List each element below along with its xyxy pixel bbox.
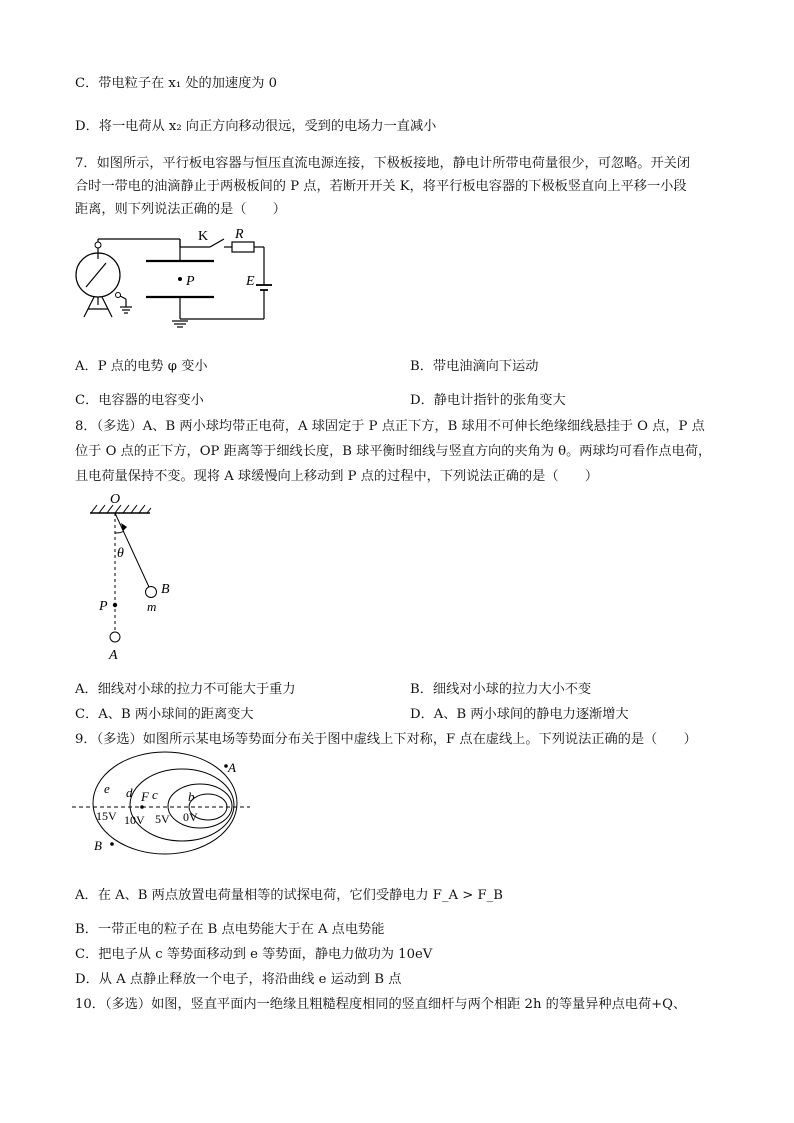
q8-label-p: P: [99, 599, 108, 614]
q8-option-a: A．细线对小球的拉力不可能大于重力: [75, 682, 296, 697]
q10-stem: 10．（多选）如图，竖直平面内一绝缘且粗糙程度相同的竖直细杆与两个相距 2h 的等量异种点电荷+Q、: [75, 997, 687, 1012]
q8-label-theta: θ: [117, 546, 124, 561]
q9-label-c: c: [152, 787, 158, 802]
q9-option-b: B．一带正电的粒子在 B 点电势能大于在 A 点电势能: [75, 922, 385, 937]
q8-option-b: B．细线对小球的拉力大小不变: [410, 682, 592, 697]
q8-label-b: B: [161, 582, 170, 597]
q7-option-d: D．静电计指针的张角变大: [410, 393, 566, 408]
q9-option-d: D．从 A 点静止释放一个电子，将沿曲线 e 运动到 B 点: [75, 972, 402, 987]
q9-label-5v: 5V: [155, 812, 170, 826]
q7-option-c: C．电容器的电容变小: [75, 393, 204, 408]
q9-label-b-point: B: [94, 838, 102, 853]
q7-label-p: P: [186, 274, 195, 289]
q9-equipotential-figure: [70, 748, 260, 858]
q7-stem-line1: 7．如图所示，平行板电容器与恒压直流电源连接，下极板接地，静电计所带电荷量很少，可忽略。开关闭: [75, 156, 691, 171]
q8-stem-line3: 且电荷量保持不变。现将 A 球缓慢向上移动到 P 点的过程中，下列说法正确的是（ ）: [75, 469, 599, 484]
q9-option-a: A．在 A、B 两点放置电荷量相等的试探电荷，它们受静电力 F_A > F_B: [75, 888, 503, 903]
electrometer: [76, 253, 120, 297]
q8-option-d: D．A、B 两小球间的静电力逐渐增大: [410, 707, 629, 722]
q7-capacitor-circuit-figure: [70, 225, 280, 335]
q8-label-a: A: [109, 648, 118, 663]
equipotential-c: [168, 784, 232, 828]
q8-label-m: m: [147, 599, 157, 614]
q9-option-c: C．把电子从 c 等势面移动到 e 等势面，静电力做功为 10eV: [75, 947, 433, 962]
q6-option-c: C．带电粒子在 x₁ 处的加速度为 0: [75, 76, 278, 91]
q7-label-r: R: [235, 227, 244, 242]
q7-stem-line3: 距离，则下列说法正确的是（ ）: [75, 202, 286, 217]
q8-option-c: C．A、B 两小球间的距离变大: [75, 707, 254, 722]
q8-label-o: O: [110, 492, 121, 507]
q9-label-e: e: [104, 781, 110, 796]
q8-stem-line2: 位于 O 点的正下方，OP 距离等于细线长度，B 球平衡时细线与竖直方向的夹角为 θ。两球均可看作点电荷，: [75, 444, 712, 459]
q7-label-e: E: [246, 274, 255, 289]
q7-option-b: B．带电油滴向下运动: [410, 359, 539, 374]
q9-label-15v: 15V: [96, 809, 117, 823]
q9-label-b-surface: b: [188, 789, 195, 804]
q8-stem-line1: 8．（多选）A、B 两小球均带正电荷，A 球固定于 P 点正下方，B 球用不可伸长绝缘细线悬挂于 O 点，P 点: [75, 419, 705, 434]
q9-label-0v: 0V: [183, 810, 198, 824]
q9-label-f: F: [141, 789, 149, 804]
q9-label-d: d: [126, 785, 133, 800]
q8-pendulum-figure: [85, 492, 195, 665]
q7-label-k: K: [198, 229, 209, 244]
q6-option-d: D．将一电荷从 x₂ 向正方向移动很远，受到的电场力一直减小: [75, 119, 437, 134]
q9-label-a: A: [228, 760, 236, 775]
q9-stem: 9．（多选）如图所示某电场等势面分布关于图中虚线上下对称，F 点在虚线上。下列说法正确的是（ ）: [75, 732, 697, 747]
equipotential-d: [130, 769, 234, 841]
q9-label-10v: 10V: [124, 813, 145, 827]
q7-option-a: A．P 点的电势 φ 变小: [75, 359, 208, 374]
q7-stem-line2: 合时一带电的油滴静止于两极板间的 P 点，若断开开关 K，将平行板电容器的下极板竖直向上平移一小段: [75, 179, 687, 194]
